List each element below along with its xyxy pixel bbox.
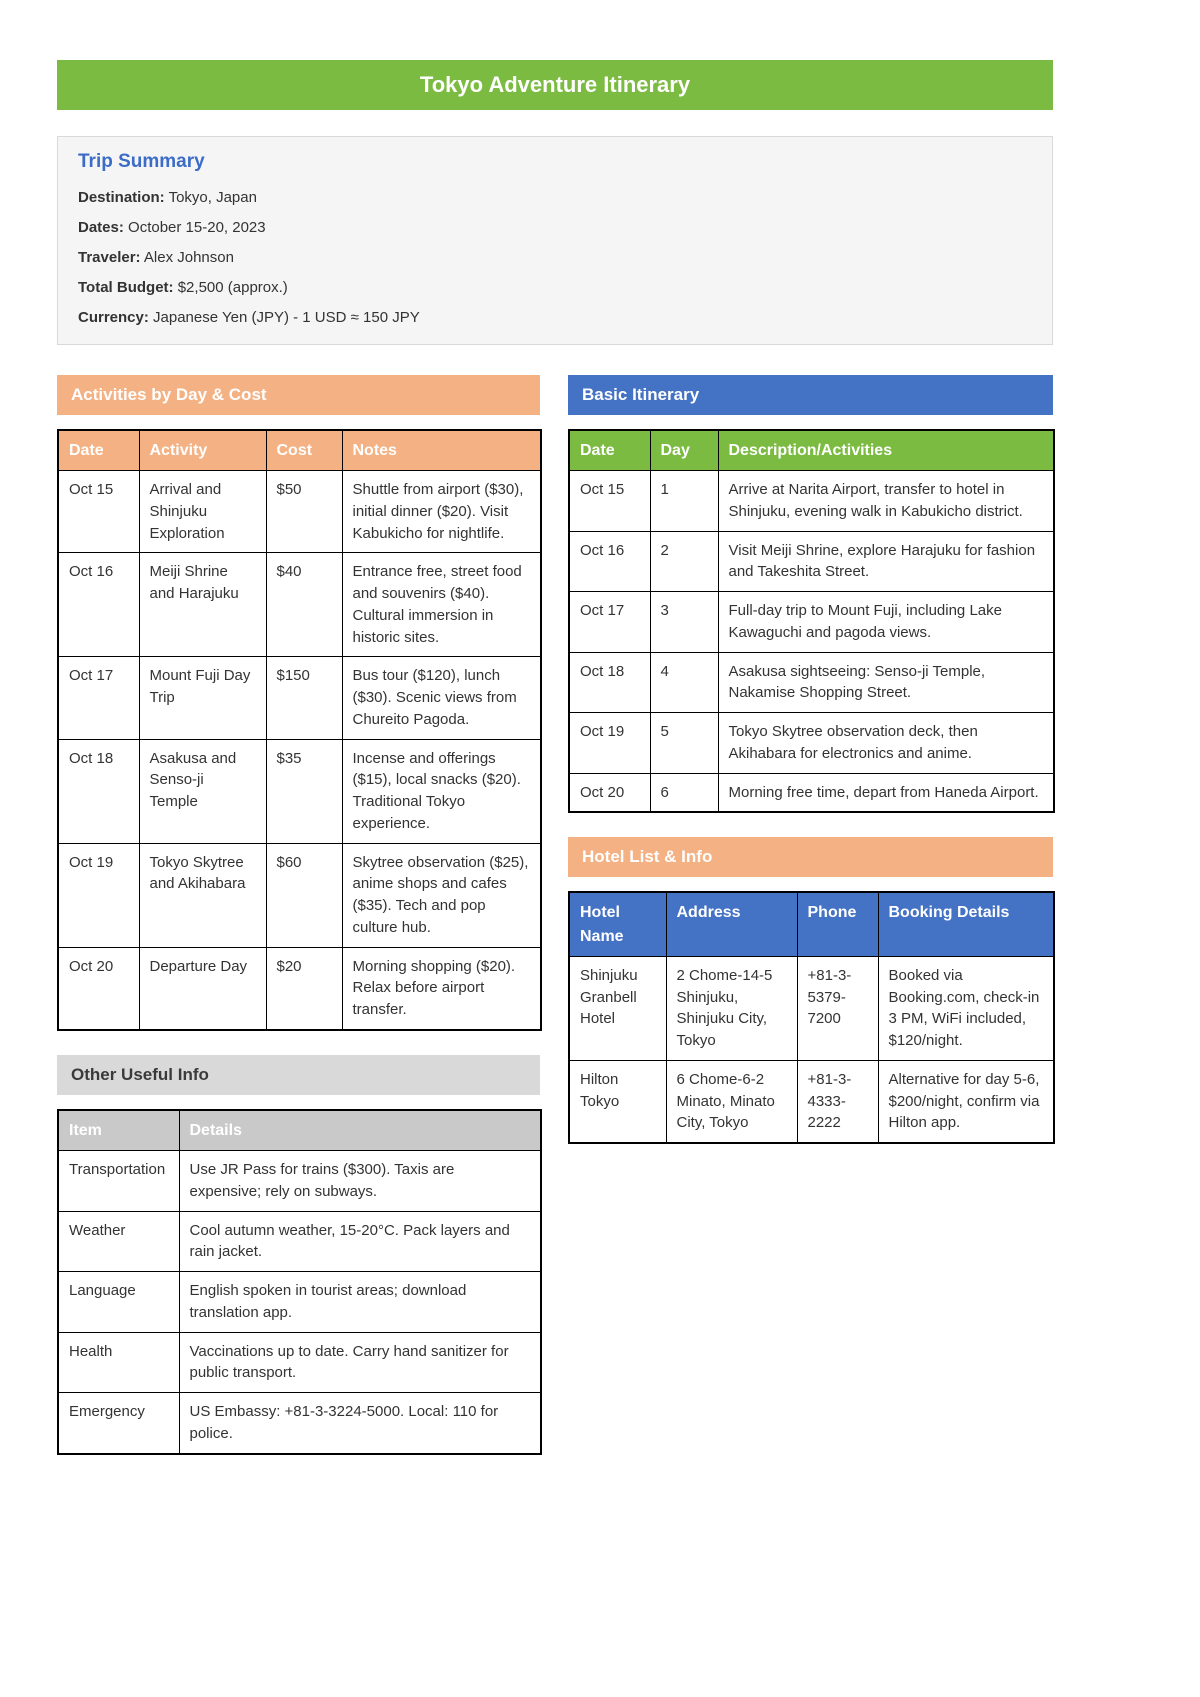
table-cell: +81-3-5379-7200 — [797, 956, 878, 1060]
column-header-description: Description/Activities — [718, 430, 1054, 471]
other-info-heading: Other Useful Info — [57, 1055, 540, 1095]
table-cell: 2 — [650, 531, 718, 592]
table-cell: $60 — [266, 843, 342, 947]
table-row — [569, 956, 1054, 1060]
table-cell: Tokyo Skytree and Akihabara — [139, 843, 266, 947]
left-column — [57, 375, 540, 1479]
table-cell: Oct 16 — [569, 531, 650, 592]
itinerary-table-header — [569, 430, 1054, 471]
table-row — [58, 947, 541, 1030]
table-cell: $40 — [266, 553, 342, 657]
column-header-activity: Activity — [139, 430, 266, 471]
table-cell: Oct 15 — [58, 471, 139, 553]
table-cell: Oct 17 — [569, 592, 650, 653]
table-cell: Language — [58, 1272, 179, 1333]
table-cell: Oct 20 — [569, 773, 650, 812]
table-cell: Entrance free, street food and souvenirs ($40). Cultural immersion in historic sites. — [342, 553, 541, 657]
table-cell: Arrive at Narita Airport, transfer to hotel in Shinjuku, evening walk in Kabukicho district. — [718, 471, 1054, 532]
table-cell: Visit Meiji Shrine, explore Harajuku for fashion and Takeshita Street. — [718, 531, 1054, 592]
table-cell: Oct 16 — [58, 553, 139, 657]
header-row — [58, 1110, 541, 1151]
right-column — [568, 375, 1053, 1168]
table-row — [58, 553, 541, 657]
table-row — [58, 843, 541, 947]
table-cell: Tokyo Skytree observation deck, then Akihabara for electronics and anime. — [718, 713, 1054, 774]
table-cell: Departure Day — [139, 947, 266, 1030]
header-row — [58, 430, 541, 471]
table-row — [569, 773, 1054, 812]
table-cell: $50 — [266, 471, 342, 553]
document-page — [57, 0, 1053, 1539]
table-cell: 6 Chome-6-2 Minato, Minato City, Tokyo — [666, 1060, 797, 1143]
table-cell: 6 — [650, 773, 718, 812]
column-header-day: Day — [650, 430, 718, 471]
table-cell: Shuttle from airport ($30), initial dinner ($20). Visit Kabukicho for nightlife. — [342, 471, 541, 553]
column-header-phone: Phone — [797, 892, 878, 956]
table-row — [58, 1393, 541, 1454]
table-cell: Meiji Shrine and Harajuku — [139, 553, 266, 657]
activities-table-header — [58, 430, 541, 471]
table-cell: Full-day trip to Mount Fuji, including Lake Kawaguchi and pagoda views. — [718, 592, 1054, 653]
activities-section — [57, 375, 540, 1031]
table-cell: Booked via Booking.com, check-in 3 PM, WiFi included, $120/night. — [878, 956, 1054, 1060]
table-cell: Skytree observation ($25), anime shops and cafes ($35). Tech and pop culture hub. — [342, 843, 541, 947]
table-row — [58, 657, 541, 739]
trip-summary-heading: Trip Summary — [78, 151, 205, 172]
table-cell: Emergency — [58, 1393, 179, 1454]
table-cell: English spoken in tourist areas; download translation app. — [179, 1272, 541, 1333]
itinerary-heading: Basic Itinerary — [568, 375, 1053, 415]
hotels-section — [568, 837, 1053, 1144]
activities-heading: Activities by Day & Cost — [57, 375, 540, 415]
field-value: October 15-20, 2023 — [123, 219, 266, 236]
table-cell: +81-3-4333-2222 — [797, 1060, 878, 1143]
other-info-section — [57, 1055, 540, 1455]
table-row — [569, 471, 1054, 532]
table-cell: Health — [58, 1332, 179, 1393]
table-cell: Bus tour ($120), lunch ($30). Scenic views from Chureito Pagoda. — [342, 657, 541, 739]
table-row — [58, 1272, 541, 1333]
table-row — [58, 1211, 541, 1272]
field-value: Tokyo, Japan — [164, 189, 257, 206]
field-label: Destination: — [78, 189, 165, 206]
table-cell: Hilton Tokyo — [569, 1060, 666, 1143]
other-info-table-header — [58, 1110, 541, 1151]
hotels-heading: Hotel List & Info — [568, 837, 1053, 877]
table-cell: Transportation — [58, 1151, 179, 1212]
itinerary-section — [568, 375, 1053, 813]
table-cell: Weather — [58, 1211, 179, 1272]
two-column-layout — [57, 375, 1053, 1479]
table-row — [569, 652, 1054, 713]
table-row — [58, 739, 541, 843]
table-cell: $150 — [266, 657, 342, 739]
table-cell: Oct 20 — [58, 947, 139, 1030]
column-header-notes: Notes — [342, 430, 541, 471]
table-cell: 1 — [650, 471, 718, 532]
field-label: Dates: — [78, 219, 124, 236]
table-cell: Morning free time, depart from Haneda Airport. — [718, 773, 1054, 812]
table-cell: Use JR Pass for trains ($300). Taxis are expensive; rely on subways. — [179, 1151, 541, 1212]
table-cell: 4 — [650, 652, 718, 713]
table-cell: Shinjuku Granbell Hotel — [569, 956, 666, 1060]
column-header-booking: Booking Details — [878, 892, 1054, 956]
table-row — [569, 592, 1054, 653]
summary-field-destination — [78, 189, 1032, 206]
header-row — [569, 430, 1054, 471]
itinerary-table — [568, 429, 1055, 813]
table-cell: 3 — [650, 592, 718, 653]
table-row — [569, 1060, 1054, 1143]
table-row — [569, 713, 1054, 774]
table-row — [58, 1332, 541, 1393]
hotels-table — [568, 891, 1055, 1144]
trip-summary-box — [57, 136, 1053, 345]
field-label: Traveler: — [78, 249, 141, 266]
field-value: Alex Johnson — [140, 249, 234, 266]
summary-field-dates — [78, 219, 1032, 236]
table-cell: Cool autumn weather, 15-20°C. Pack layers and rain jacket. — [179, 1211, 541, 1272]
table-cell: Oct 17 — [58, 657, 139, 739]
table-row — [569, 531, 1054, 592]
table-cell: Vaccinations up to date. Carry hand sanitizer for public transport. — [179, 1332, 541, 1393]
table-cell: 2 Chome-14-5 Shinjuku, Shinjuku City, Tokyo — [666, 956, 797, 1060]
other-info-table — [57, 1109, 542, 1455]
column-header-address: Address — [666, 892, 797, 956]
table-cell: Arrival and Shinjuku Exploration — [139, 471, 266, 553]
table-cell: Oct 18 — [569, 652, 650, 713]
table-cell: Mount Fuji Day Trip — [139, 657, 266, 739]
table-cell: US Embassy: +81-3-3224-5000. Local: 110 for police. — [179, 1393, 541, 1454]
field-label: Total Budget: — [78, 279, 174, 296]
column-header-hotel-name: Hotel Name — [569, 892, 666, 956]
table-cell: Alternative for day 5-6, $200/night, confirm via Hilton app. — [878, 1060, 1054, 1143]
table-cell: 5 — [650, 713, 718, 774]
column-header-details: Details — [179, 1110, 541, 1151]
table-cell: Oct 19 — [569, 713, 650, 774]
page-title: Tokyo Adventure Itinerary — [57, 60, 1053, 110]
table-cell: Oct 15 — [569, 471, 650, 532]
hotels-table-header — [569, 892, 1054, 956]
summary-field-budget — [78, 279, 1032, 296]
column-header-date: Date — [58, 430, 139, 471]
table-cell: Asakusa sightseeing: Senso-ji Temple, Nakamise Shopping Street. — [718, 652, 1054, 713]
activities-table — [57, 429, 542, 1031]
column-header-cost: Cost — [266, 430, 342, 471]
header-row — [569, 892, 1054, 956]
table-cell: $20 — [266, 947, 342, 1030]
summary-field-traveler — [78, 249, 1032, 266]
field-value: $2,500 (approx.) — [173, 279, 288, 296]
summary-field-currency — [78, 309, 1032, 326]
table-cell: Oct 18 — [58, 739, 139, 843]
column-header-item: Item — [58, 1110, 179, 1151]
table-cell: Incense and offerings ($15), local snacks ($20). Traditional Tokyo experience. — [342, 739, 541, 843]
table-cell: Oct 19 — [58, 843, 139, 947]
table-cell: $35 — [266, 739, 342, 843]
table-row — [58, 1151, 541, 1212]
column-header-date: Date — [569, 430, 650, 471]
table-cell: Morning shopping ($20). Relax before airport transfer. — [342, 947, 541, 1030]
table-cell: Asakusa and Senso-ji Temple — [139, 739, 266, 843]
table-row — [58, 471, 541, 553]
field-label: Currency: — [78, 309, 149, 326]
field-value: Japanese Yen (JPY) - 1 USD ≈ 150 JPY — [148, 309, 420, 326]
